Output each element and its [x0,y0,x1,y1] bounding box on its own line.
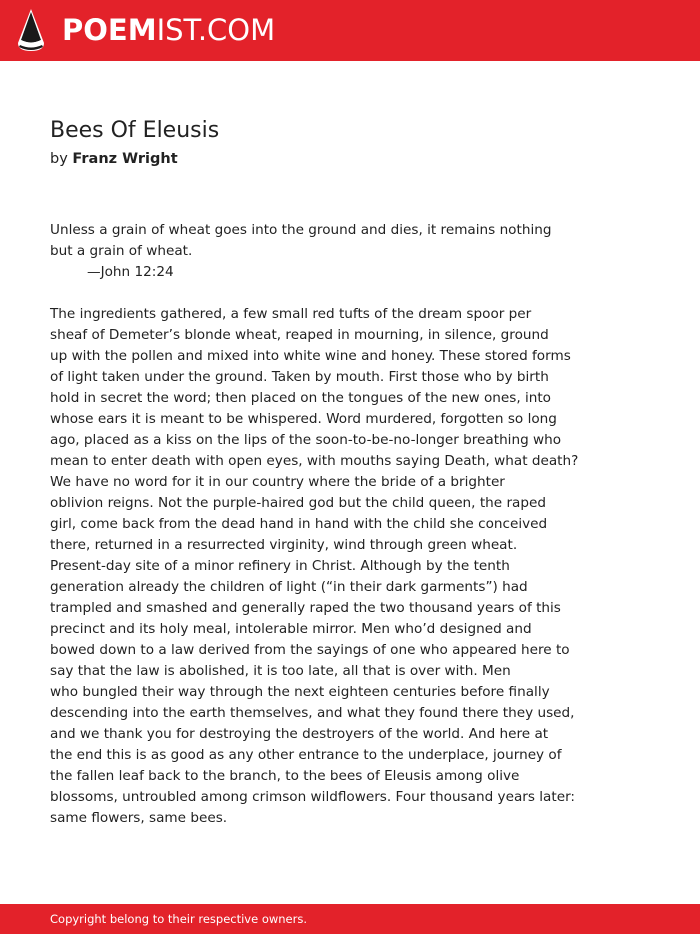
poem-line: generation already the children of light (“in their dark garments”) had [50,579,528,595]
poem-line: who bungled their way through the next eighteen centuries before finally [50,684,550,700]
poem-line: whose ears it is meant to be whispered. Word murdered, forgotten so long [50,411,557,427]
poem-text [50,220,610,829]
poem-line: girl, come back from the dead hand in hand with the child she conceived [50,516,548,532]
site-footer [0,904,700,934]
poem-line: there, returned in a resurrected virginity, wind through green wheat. [50,537,518,553]
poem-line: The ingredients gathered, a few small red tufts of the dream spoor per [50,306,532,322]
poem-line: blossoms, untroubled among crimson wildflowers. Four thousand years later: [50,789,576,805]
poem-line: oblivion reigns. Not the purple-haired god but the child queen, the raped [50,495,546,511]
poem-line: mean to enter death with open eyes, with mouths saying Death, what death? [50,453,579,469]
poem-line: of light taken under the ground. Taken by mouth. First those who by birth [50,369,549,385]
poem-line: sheaf of Demeter’s blonde wheat, reaped in mourning, in silence, ground [50,327,549,343]
poem-line: precinct and its holy meal, intolerable mirror. Men who’d designed and [50,621,532,637]
poem-line: hold in secret the word; then placed on the tongues of the new ones, into [50,390,551,406]
poem-line: the end this is as good as any other entrance to the underplace, journey of [50,747,562,763]
byline-prefix: by [50,151,68,167]
epigraph-source: —John 12:24 [87,264,174,280]
epigraph-line: Unless a grain of wheat goes into the ground and dies, it remains nothing [50,222,552,238]
poem-line: up with the pollen and mixed into white wine and honey. These stored forms [50,348,571,364]
site-logo[interactable] [62,12,275,48]
pencil-tip-icon[interactable] [18,9,44,51]
poem-line: trampled and smashed and generally raped the two thousand years of this [50,600,561,616]
poem-line: We have no word for it in our country where the bride of a brighter [50,474,505,490]
poem-line: ago, placed as a kiss on the lips of the soon-to-be-no-longer breathing who [50,432,562,448]
stanza-break [50,283,610,304]
epigraph-line: but a grain of wheat. [50,243,193,259]
author-name: Franz Wright [72,151,178,167]
poem-byline [50,149,178,169]
copyright-notice: Copyright belong to their respective owners. [50,912,308,926]
poem-line: the fallen leaf back to the branch, to the bees of Eleusis among olive [50,768,520,784]
poem-line: same flowers, same bees. [50,810,228,826]
poem-title: Bees Of Eleusis [50,118,220,143]
logo-text-light: IST.COM [156,13,276,47]
site-header [0,0,700,61]
logo-text-bold: POEM [62,13,157,47]
poem-line: say that the law is abolished, it is too late, all that is over with. Men [50,663,511,679]
poem-line: bowed down to a law derived from the sayings of one who appeared here to [50,642,570,658]
poem-line: and we thank you for destroying the destroyers of the world. And here at [50,726,549,742]
poem-line: descending into the earth themselves, and what they found there they used, [50,705,575,721]
poem-line: Present-day site of a minor refinery in Christ. Although by the tenth [50,558,510,574]
